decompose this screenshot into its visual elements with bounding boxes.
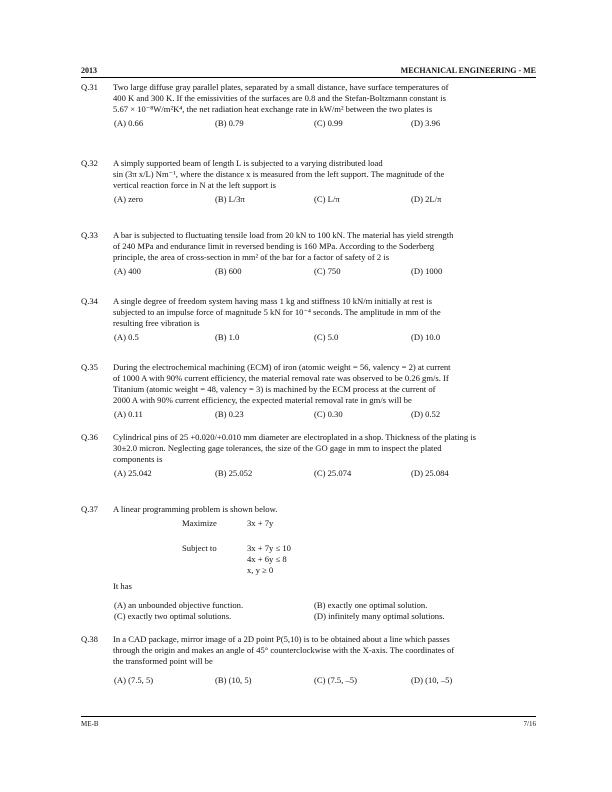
question-line: 5.67 × 10⁻⁸W/m²K⁴, the net radiation heat exchange rate in kW/m² between the two plates is: [113, 104, 433, 114]
lp-block: [81, 515, 536, 577]
option-a[interactable]: (A) (7.5, 5): [114, 675, 154, 685]
question-line: Titanium (atomic weight = 48, valency = 3) is machined by the ECM process at the current of: [113, 384, 436, 394]
question-line: the transformed point will be: [113, 656, 213, 666]
question-line: subjected to an impulse force of magnitude 5 kN for 10⁻⁴ seconds. The amplitude in mm of the: [113, 307, 441, 317]
question-line: 2000 A with 90% current efficiency, the expected material removal rate in gm/s will be: [113, 395, 412, 405]
option-d[interactable]: (D) 10.0: [411, 332, 441, 342]
option-b[interactable]: (B) 25.052: [215, 468, 253, 478]
constraint: 4x + 6y ≤ 8: [247, 554, 287, 564]
option-a[interactable]: (A) 0.66: [114, 118, 144, 128]
question-33: [81, 230, 536, 277]
maximize-label: Maximize: [182, 518, 217, 528]
question-number: Q.36: [81, 432, 98, 442]
question-line: A simply supported beam of length L is subjected to a varying distributed load: [113, 158, 383, 168]
option-c[interactable]: (C) exactly two optimal solutions.: [114, 611, 232, 621]
options-row: [114, 468, 536, 479]
question-number: Q.32: [81, 158, 98, 168]
page-number: 7/16: [523, 720, 536, 728]
option-b[interactable]: (B) (10, 5): [215, 675, 252, 685]
options-row: [114, 194, 536, 205]
question-text: [113, 230, 536, 263]
question-31: [81, 82, 536, 129]
subject-to-label: Subject to: [182, 543, 217, 553]
option-d[interactable]: (D) 25.084: [411, 468, 449, 478]
question-32: [81, 158, 536, 205]
question-line: resulting free vibration is: [113, 318, 200, 328]
option-c[interactable]: (C) 5.0: [314, 332, 339, 342]
option-d[interactable]: (D) infinitely many optimal solutions.: [314, 611, 445, 621]
option-b[interactable]: (B) 0.23: [215, 409, 244, 419]
objective: 3x + 7y: [247, 518, 274, 528]
question-line: Cylindrical pins of 25 +0.020/+0.010 mm diameter are electroplated in a shop. Thickness of the plating is: [113, 432, 476, 442]
question-number: Q.35: [81, 362, 98, 372]
question-text: [113, 432, 536, 465]
options-row: [114, 266, 536, 277]
question-38: [81, 634, 536, 686]
option-b[interactable]: (B) 600: [215, 266, 242, 276]
option-d[interactable]: (D) 0.52: [411, 409, 441, 419]
question-line: A single degree of freedom system having mass 1 kg and stiffness 10 kN/m initially at rest is: [113, 296, 432, 306]
question-line: 400 K and 300 K. If the emissivities of the surfaces are 0.8 and the Stefan-Boltzmann constant is: [113, 93, 446, 103]
question-number: Q.34: [81, 296, 98, 306]
option-d[interactable]: (D) (10, –5): [411, 675, 453, 685]
option-d[interactable]: (D) 2L/π: [411, 194, 442, 204]
question-line: A bar is subjected to fluctuating tensile load from 20 kN to 100 kN. The material has yield strength: [113, 230, 454, 240]
option-d[interactable]: (D) 3.96: [411, 118, 441, 128]
question-line: principle, the area of cross-section in mm² of the bar for a factor of safety of 2 is: [113, 252, 390, 262]
option-c[interactable]: (C) (7.5, –5): [314, 675, 357, 685]
question-line: Two large diffuse gray parallel plates, separated by a small distance, have surface temperatures of: [113, 82, 449, 92]
options-row: [114, 118, 536, 129]
constraint: 3x + 7y ≤ 10: [247, 543, 291, 553]
question-line: In a CAD package, mirror image of a 2D point P(5,10) is to be obtained about a line which passes: [113, 634, 450, 644]
options-grid: [114, 600, 536, 624]
question-line: vertical reaction force in N at the left support is: [113, 180, 276, 190]
header-rule: [81, 77, 536, 78]
question-text: [113, 634, 536, 667]
question-line: of 1000 A with 90% current efficiency, the material removal rate was observed to be 0.26 gm/s. If: [113, 373, 449, 383]
options-row: [114, 409, 536, 420]
option-a[interactable]: (A) 25.042: [114, 468, 152, 478]
question-number: Q.38: [81, 634, 98, 644]
question-text: A linear programming problem is shown below.: [113, 504, 278, 514]
option-b[interactable]: (B) L/3π: [215, 194, 245, 204]
header-year: 2013: [81, 66, 97, 75]
it-has-label: It has: [113, 581, 132, 591]
option-a[interactable]: (A) 0.11: [114, 409, 143, 419]
option-a[interactable]: (A) 0.5: [114, 332, 139, 342]
question-text: [113, 158, 536, 191]
option-a[interactable]: (A) an unbounded objective function.: [114, 600, 244, 610]
question-number: Q.31: [81, 82, 98, 92]
option-d[interactable]: (D) 1000: [411, 266, 443, 276]
header-subject: MECHANICAL ENGINEERING - ME: [400, 66, 536, 75]
option-b[interactable]: (B) 0.79: [215, 118, 244, 128]
question-line: sin (3π x/L) Nm⁻¹, where the distance x is measured from the left support. The magnitude of the: [113, 169, 445, 179]
option-b[interactable]: (B) 1.0: [215, 332, 240, 342]
footer-rule: [81, 716, 536, 717]
question-text: [113, 82, 536, 115]
question-number: Q.37: [81, 504, 98, 514]
question-35: [81, 362, 536, 420]
option-b[interactable]: (B) exactly one optimal solution.: [314, 600, 428, 610]
question-line: During the electrochemical machining (ECM) of iron (atomic weight = 56, valency = 2) at current: [113, 362, 451, 372]
question-text: [113, 362, 536, 406]
option-c[interactable]: (C) 0.30: [314, 409, 343, 419]
option-a[interactable]: (A) 400: [114, 266, 141, 276]
constraint: x, y ≥ 0: [247, 565, 274, 575]
footer-code: ME-B: [81, 720, 99, 728]
options-row: [114, 332, 536, 343]
question-line: components is: [113, 454, 163, 464]
question-34: [81, 296, 536, 343]
question-text: [113, 296, 536, 329]
question-line: 30±2.0 micron. Neglecting gage tolerances, the size of the GO gage in mm to inspect the plated: [113, 443, 442, 453]
question-36: [81, 432, 536, 479]
option-c[interactable]: (C) L/π: [314, 194, 340, 204]
option-c[interactable]: (C) 0.99: [314, 118, 343, 128]
option-c[interactable]: (C) 25.074: [314, 468, 352, 478]
question-number: Q.33: [81, 230, 98, 240]
option-c[interactable]: (C) 750: [314, 266, 341, 276]
question-line: through the origin and makes an angle of 45° counterclockwise with the X-axis. The coordinates of: [113, 645, 455, 655]
options-row: [114, 675, 536, 686]
question-line: of 240 MPa and endurance limit in reversed bending is 160 MPa. According to the Soderberg: [113, 241, 435, 251]
question-37: [81, 504, 536, 624]
option-a[interactable]: (A) zero: [114, 194, 143, 204]
